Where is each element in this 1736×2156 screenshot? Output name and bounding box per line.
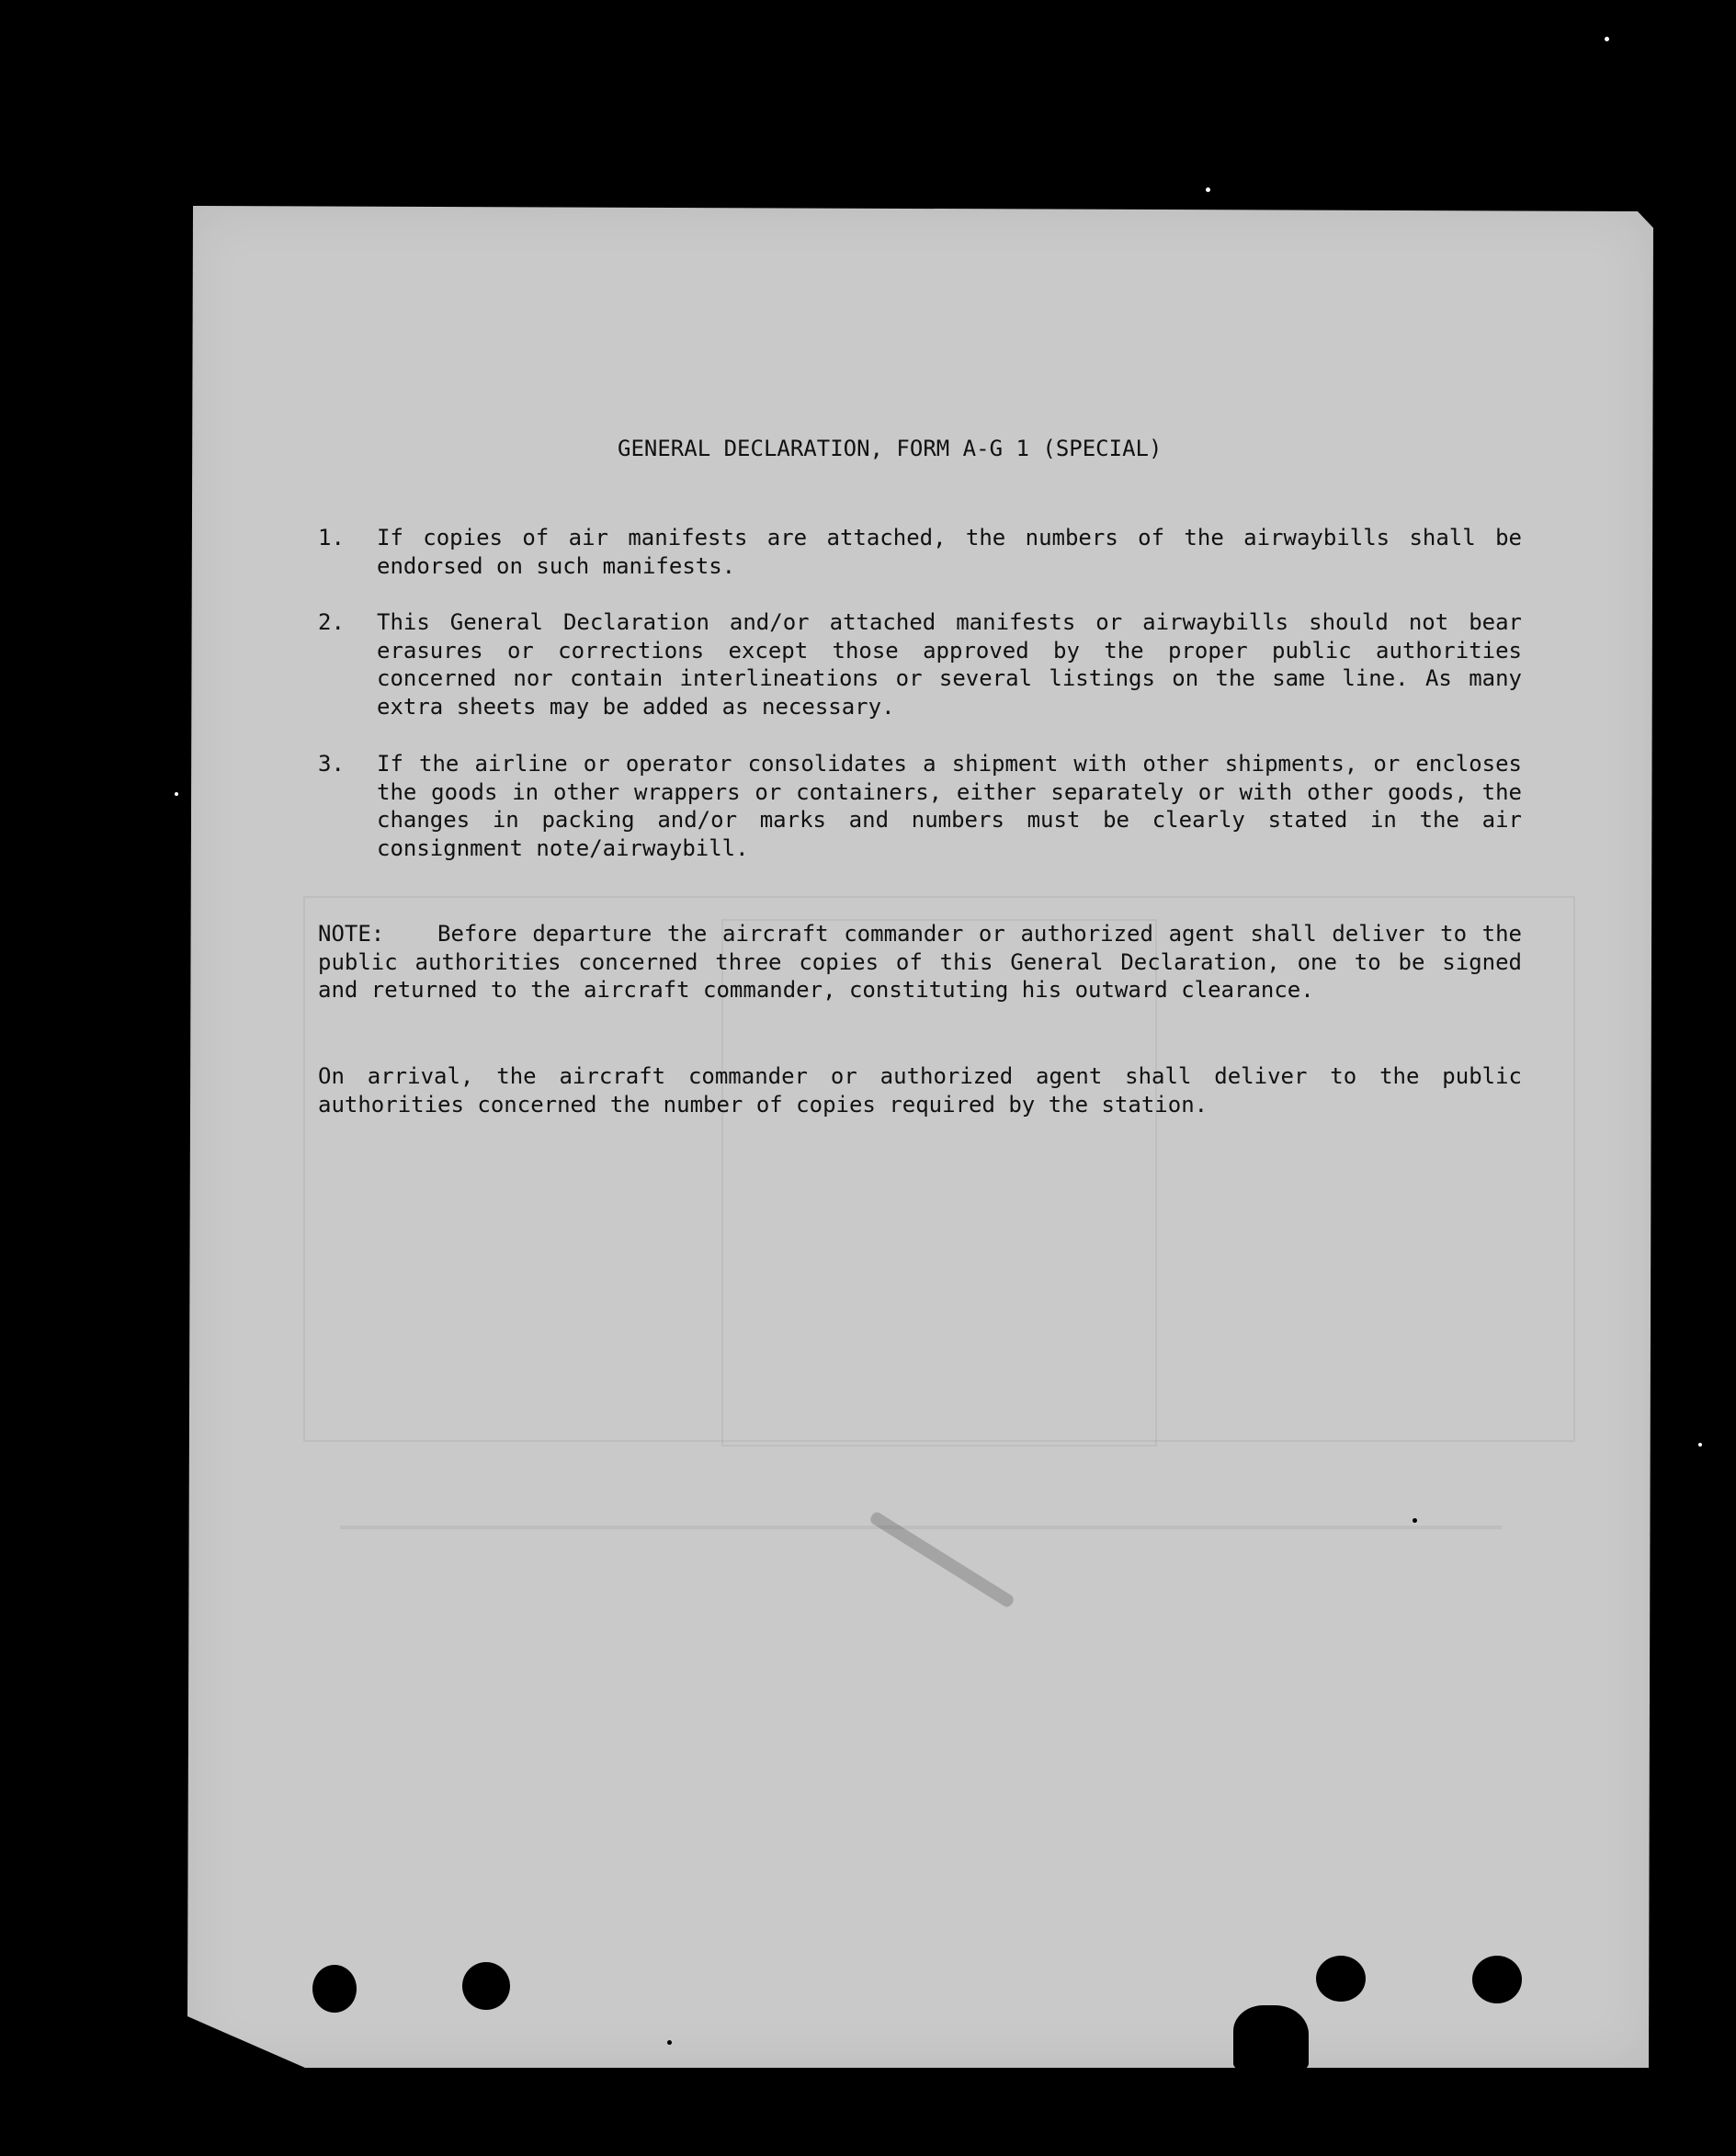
note-paragraph	[318, 920, 1522, 1004]
punch-hole	[1316, 1956, 1366, 2002]
punch-hole-torn	[1233, 2005, 1309, 2070]
list-item	[318, 608, 1522, 722]
dust-speck	[1206, 187, 1210, 192]
item-text: If the airline or operator consolidates a shipment with other shipments, or encloses the goods in other wrappers or containers, either separately or with other goods, the changes in packing and/or marks and numbers must be clearly stated in the air consignment note/airwaybill.	[377, 751, 1522, 861]
list-item	[318, 750, 1522, 864]
item-number: 1.	[318, 525, 345, 550]
arrival-paragraph: On arrival, the aircraft commander or authorized agent shall deliver to the public authorities concerned the number of copies required by the station.	[318, 1063, 1522, 1118]
punch-hole	[312, 1965, 357, 2013]
punch-hole	[462, 1962, 510, 2010]
bleed-through-divider	[340, 1526, 1502, 1529]
dust-speck	[175, 792, 178, 796]
punch-hole	[1472, 1956, 1522, 2003]
dust-speck	[1605, 37, 1609, 41]
dust-speck	[1698, 1443, 1702, 1447]
item-text: If copies of air manifests are attached, the numbers of the airwaybills shall be endorsed on such manifests.	[377, 525, 1522, 579]
item-number: 2.	[318, 609, 345, 635]
dust-speck	[667, 2040, 672, 2045]
note-label: NOTE:	[318, 921, 385, 947]
document-title: GENERAL DECLARATION, FORM A-G 1 (SPECIAL)	[618, 436, 1163, 461]
item-number: 3.	[318, 751, 345, 777]
note-text: Before departure the aircraft commander or authorized agent shall deliver to the public authorities concerned three copies of this General Declaration, one to be signed and returned to the aircraft commander, constituting his outward clearance.	[318, 921, 1522, 1003]
item-text: This General Declaration and/or attached manifests or airwaybills should not bear erasures or corrections except those approved by the proper public authorities concerned nor contain interlineations or several listings on the same line. As many extra sheets may be added as necessary.	[377, 609, 1522, 720]
dust-speck	[1413, 1518, 1417, 1523]
list-item	[318, 524, 1522, 581]
